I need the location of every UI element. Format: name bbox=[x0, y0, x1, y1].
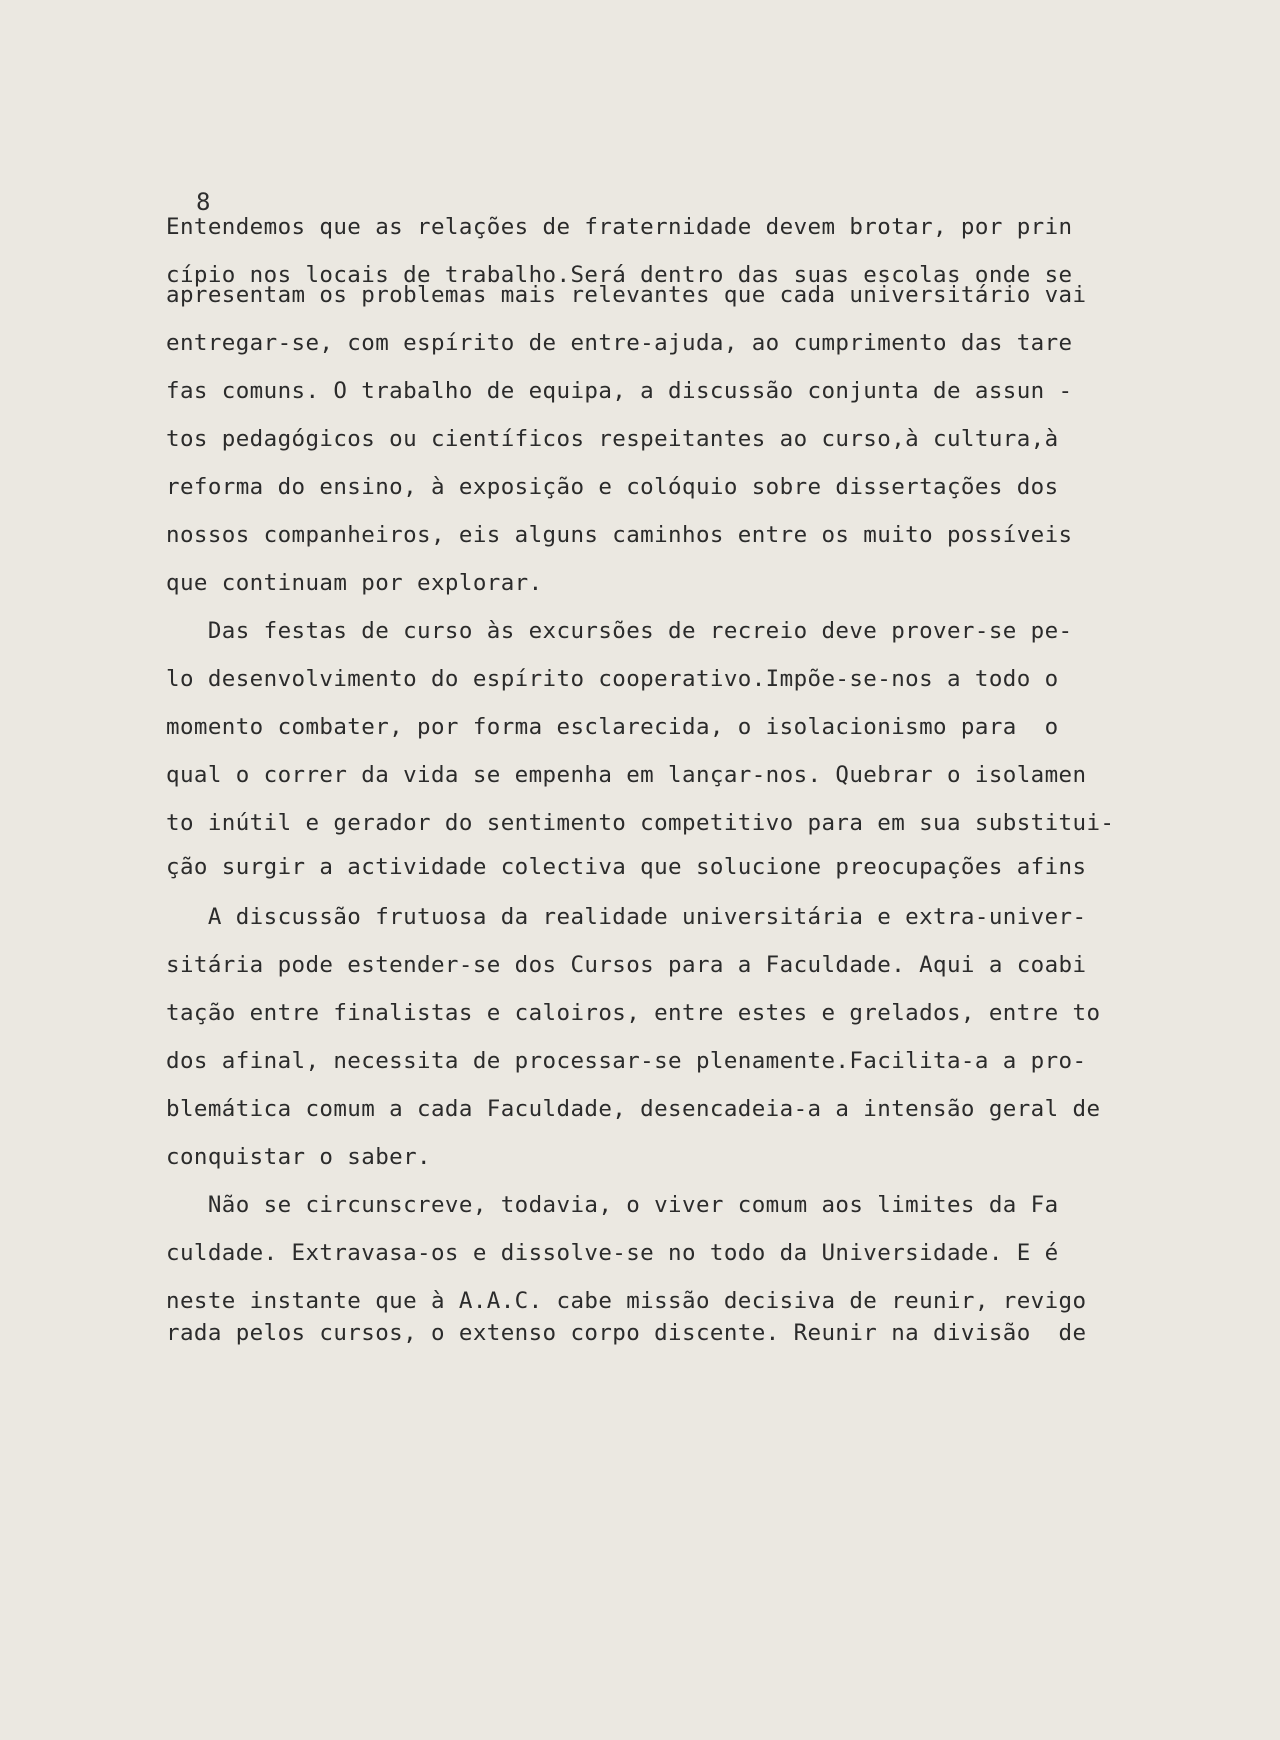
text-line: qual o correr da vida se empenha em lançar-nos. Quebrar o isolamen bbox=[166, 762, 1087, 788]
text-line: tação entre finalistas e caloiros, entre estes e grelados, entre to bbox=[166, 1000, 1101, 1026]
text-line: A discussão frutuosa da realidade universitária e extra-univer- bbox=[166, 904, 1087, 930]
text-line: Das festas de curso às excursões de recreio deve prover-se pe- bbox=[166, 618, 1073, 644]
text-line: momento combater, por forma esclarecida, o isolacionismo para o bbox=[166, 714, 1059, 740]
text-line: sitária pode estender-se dos Cursos para a Faculdade. Aqui a coabi bbox=[166, 952, 1087, 978]
text-line: entregar-se, com espírito de entre-ajuda, ao cumprimento das tare bbox=[166, 330, 1073, 356]
text-line: que continuam por explorar. bbox=[166, 570, 543, 596]
text-line: cípio nos locais de trabalho.Será dentro das suas escolas onde se bbox=[166, 262, 1073, 288]
text-line: lo desenvolvimento do espírito cooperativo.Impõe-se-nos a todo o bbox=[166, 666, 1059, 692]
text-line: dos afinal, necessita de processar-se plenamente.Facilita-a a pro- bbox=[166, 1048, 1087, 1074]
text-line: culdade. Extravasa-os e dissolve-se no todo da Universidade. E é bbox=[166, 1240, 1059, 1266]
text-line: nossos companheiros, eis alguns caminhos entre os muito possíveis bbox=[166, 522, 1073, 548]
text-line: rada pelos cursos, o extenso corpo discente. Reunir na divisão de bbox=[166, 1320, 1087, 1346]
text-line: Entendemos que as relações de fraternidade devem brotar, por prin bbox=[166, 214, 1073, 240]
text-line: conquistar o saber. bbox=[166, 1144, 431, 1170]
text-line: neste instante que à A.A.C. cabe missão decisiva de reunir, revigo bbox=[166, 1288, 1087, 1314]
text-line: apresentam os problemas mais relevantes que cada universitário vai bbox=[166, 282, 1087, 308]
page-number: 8 bbox=[196, 188, 211, 216]
text-line: blemática comum a cada Faculdade, desencadeia-a a intensão geral de bbox=[166, 1096, 1101, 1122]
text-line: reforma do ensino, à exposição e colóquio sobre dissertações dos bbox=[166, 474, 1059, 500]
text-line: fas comuns. O trabalho de equipa, a discussão conjunta de assun - bbox=[166, 378, 1073, 404]
text-line: to inútil e gerador do sentimento competitivo para em sua substitui- bbox=[166, 810, 1115, 836]
text-line: Não se circunscreve, todavia, o viver comum aos limites da Fa bbox=[166, 1192, 1059, 1218]
text-line: ção surgir a actividade colectiva que solucione preocupações afins bbox=[166, 854, 1087, 880]
text-line: tos pedagógicos ou científicos respeitantes ao curso,à cultura,à bbox=[166, 426, 1059, 452]
